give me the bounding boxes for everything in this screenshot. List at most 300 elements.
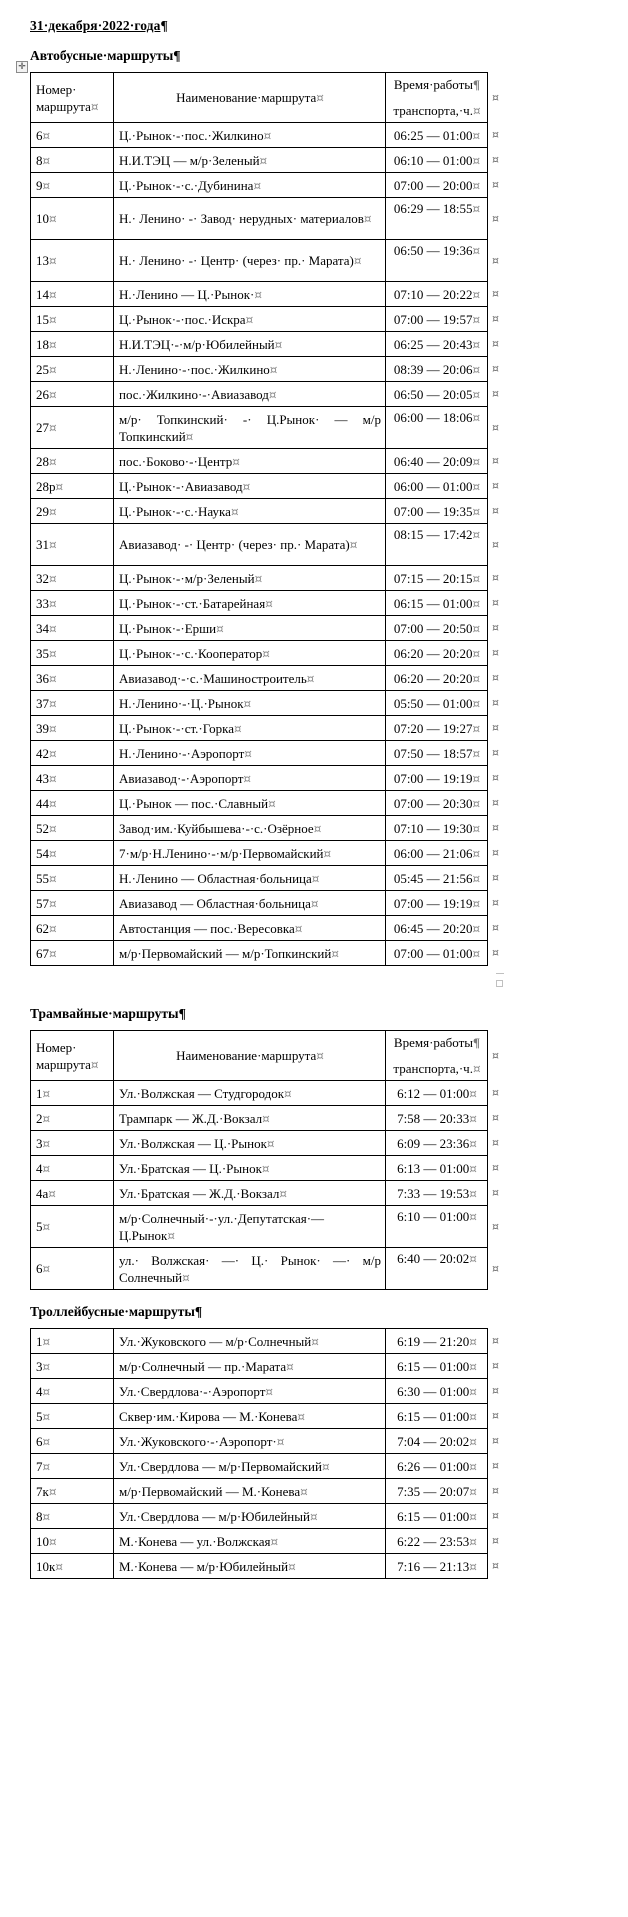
cell-end-mark: ¤ xyxy=(49,846,57,861)
cell-end-mark: ¤ xyxy=(363,212,372,226)
cell-end-mark: ¤ xyxy=(472,621,481,636)
cell-route-name xyxy=(114,666,386,691)
route-name-text: Трампарк — Ж.Д.·Вокзал xyxy=(119,1110,263,1126)
route-number-text: 5 xyxy=(36,1408,43,1424)
table-row[interactable] xyxy=(31,282,488,307)
table-row[interactable] xyxy=(31,1156,488,1181)
route-number-text: 4 xyxy=(36,1383,43,1399)
working-hours-text: 07:00 — 19:35 xyxy=(393,503,473,519)
table-wrapper-bus xyxy=(18,62,499,966)
cell-route-name xyxy=(114,1479,386,1504)
cell-end-mark: ¤ xyxy=(245,312,254,327)
cell-route-number xyxy=(31,1429,114,1454)
cell-end-mark: ¤ xyxy=(472,528,481,542)
working-hours-text: 6:30 — 01:00 xyxy=(397,1383,470,1399)
cell-end-mark: ¤ xyxy=(42,1334,51,1349)
route-name-text: м/р·Первомайский — м/р·Топкинский xyxy=(119,945,332,961)
table-row[interactable] xyxy=(31,1354,488,1379)
working-hours-text: 07:00 — 19:19 xyxy=(393,895,473,911)
cell-end-mark: ¤ xyxy=(90,1057,99,1072)
cell-working-hours xyxy=(386,449,488,474)
cell-end-mark: ¤ xyxy=(286,1359,294,1374)
cell-end-mark: ¤ xyxy=(469,1484,477,1499)
working-hours-text: 07:15 — 20:15 xyxy=(393,570,473,586)
route-name-text: пос.·Боково·-·Центр xyxy=(119,453,233,469)
table-row[interactable] xyxy=(31,1554,488,1579)
section-break-square-icon xyxy=(496,977,503,990)
table-move-handle-icon[interactable]: ✛ xyxy=(16,61,28,73)
cell-end-mark: ¤ xyxy=(472,596,481,611)
cell-end-mark: ¤ xyxy=(49,212,57,226)
cell-end-mark: ¤ xyxy=(349,538,358,552)
table-row[interactable] xyxy=(31,1181,488,1206)
cell-working-hours xyxy=(386,766,488,791)
route-name-text: Ц.·Рынок — пос.·Славный xyxy=(119,795,269,811)
cell-end-mark: ¤ xyxy=(49,946,57,961)
route-number-text: 43 xyxy=(36,770,49,786)
route-number-text: 13 xyxy=(36,253,49,268)
route-number-text: 34 xyxy=(36,620,49,636)
cell-end-mark: ¤ xyxy=(244,746,252,761)
cell-route-number xyxy=(31,1379,114,1404)
cell-route-name xyxy=(114,1354,386,1379)
route-number-text: 67 xyxy=(36,945,49,961)
cell-end-mark: ¤ xyxy=(472,178,481,193)
cell-route-number xyxy=(31,1081,114,1106)
cell-end-mark: ¤ xyxy=(472,362,481,377)
cell-working-hours xyxy=(386,499,488,524)
route-number-text: 62 xyxy=(36,920,49,936)
cell-end-mark: ¤ xyxy=(49,821,57,836)
working-hours-text: 7:04 — 20:02 xyxy=(397,1433,470,1449)
column-header-route-number xyxy=(31,1031,114,1081)
working-hours-text: 6:15 — 01:00 xyxy=(397,1508,470,1524)
route-number-text: 5 xyxy=(36,1219,43,1234)
cell-end-mark: ¤ xyxy=(49,746,57,761)
table-row[interactable] xyxy=(31,841,488,866)
route-name-text: Н.·Ленино — Областная·больница xyxy=(119,870,312,886)
cell-working-hours xyxy=(386,616,488,641)
table-row[interactable] xyxy=(31,591,488,616)
cell-route-number xyxy=(31,1329,114,1354)
working-hours-text: 08:39 — 20:06 xyxy=(393,361,473,377)
row-end-mark: ¤ xyxy=(492,362,499,375)
table-row[interactable] xyxy=(31,198,488,240)
cell-route-name xyxy=(114,1206,386,1248)
row-end-mark: ¤ xyxy=(492,153,499,166)
cell-route-name xyxy=(114,1429,386,1454)
route-number-text: 7к xyxy=(36,1483,49,1499)
pilcrow-mark: ¶ xyxy=(160,18,168,33)
cell-end-mark: ¤ xyxy=(49,671,57,686)
cell-route-number xyxy=(31,791,114,816)
cell-end-mark: ¤ xyxy=(49,796,57,811)
cell-end-mark: ¤ xyxy=(49,421,57,435)
cell-working-hours xyxy=(386,1529,488,1554)
section-title-text: Автобусные·маршруты xyxy=(30,48,174,63)
table-row[interactable] xyxy=(31,1529,488,1554)
cell-route-number xyxy=(31,449,114,474)
working-hours-text: 6:10 — 01:00 xyxy=(397,1209,470,1224)
cell-end-mark: ¤ xyxy=(331,946,339,961)
working-hours-text: 06:25 — 20:43 xyxy=(393,336,473,352)
cell-route-name xyxy=(114,1504,386,1529)
route-number-text: 33 xyxy=(36,595,49,611)
cell-route-number xyxy=(31,716,114,741)
column-header-route-number xyxy=(31,73,114,123)
table-row[interactable] xyxy=(31,641,488,666)
route-name-text: Ц.·Рынок·-·ст.·Батарейная xyxy=(119,595,266,611)
cell-end-mark: ¤ xyxy=(469,1559,477,1574)
cell-end-mark: ¤ xyxy=(49,287,57,302)
table-row[interactable] xyxy=(31,916,488,941)
row-end-mark: ¤ xyxy=(492,1086,499,1099)
cell-route-number xyxy=(31,1404,114,1429)
cell-route-number xyxy=(31,332,114,357)
route-number-text: 10 xyxy=(36,211,49,226)
route-number-text: 18 xyxy=(36,336,49,352)
column-header-route-name xyxy=(114,1031,386,1081)
route-number-text: 6 xyxy=(36,1261,43,1276)
cell-end-mark: ¤ xyxy=(300,1484,308,1499)
table-row[interactable] xyxy=(31,332,488,357)
cell-end-mark: ¤ xyxy=(472,871,481,886)
working-hours-text: 07:00 — 19:57 xyxy=(393,311,473,327)
cell-route-number xyxy=(31,866,114,891)
cell-route-number xyxy=(31,1131,114,1156)
cell-end-mark: ¤ xyxy=(254,287,263,302)
cell-end-mark: ¤ xyxy=(42,128,51,143)
table-row[interactable] xyxy=(31,791,488,816)
table-row[interactable] xyxy=(31,1379,488,1404)
column-header-working-hours xyxy=(386,1031,488,1081)
route-number-text: 42 xyxy=(36,745,49,761)
cell-end-mark: ¤ xyxy=(230,504,239,519)
route-number-text: 4а xyxy=(36,1185,49,1201)
route-name-text: м/р· Топкинский· -· Ц.Рынок· — м/р Топкинский xyxy=(119,411,381,444)
cell-route-number xyxy=(31,1354,114,1379)
row-end-mark: ¤ xyxy=(492,1459,499,1472)
section-title-text: Троллейбусные·маршруты xyxy=(30,1304,195,1319)
table-row[interactable] xyxy=(31,173,488,198)
cell-end-mark: ¤ xyxy=(284,1086,292,1101)
cell-end-mark: ¤ xyxy=(472,696,481,711)
column-header-working-hours-line2: транспорта,·ч.¤ xyxy=(393,1061,481,1076)
route-name-text: Сквер·им.·Кирова — М.·Конева xyxy=(119,1408,298,1424)
cell-end-mark: ¤ xyxy=(269,362,278,377)
cell-route-number xyxy=(31,198,114,240)
row-end-mark: ¤ xyxy=(492,420,499,434)
route-number-text: 4 xyxy=(36,1160,43,1176)
route-number-text: 39 xyxy=(36,720,49,736)
route-number-text: 15 xyxy=(36,311,49,327)
working-hours-text: 06:50 — 20:05 xyxy=(393,386,473,402)
route-number-text: 8 xyxy=(36,1508,43,1524)
working-hours-text: 07:00 — 20:30 xyxy=(393,795,473,811)
pilcrow-mark: ¶ xyxy=(194,1304,203,1319)
working-hours-text: 6:40 — 20:02 xyxy=(397,1251,470,1266)
cell-working-hours xyxy=(386,1429,488,1454)
table-row[interactable] xyxy=(31,1404,488,1429)
cell-end-mark: ¤ xyxy=(261,1161,270,1176)
cell-end-mark: ¤ xyxy=(472,104,481,118)
table-row[interactable] xyxy=(31,941,488,966)
cell-end-mark: ¤ xyxy=(49,504,57,519)
working-hours-text: 6:09 — 23:36 xyxy=(397,1135,470,1151)
table-row[interactable] xyxy=(31,1081,488,1106)
cell-end-mark: ¤ xyxy=(42,1409,51,1424)
working-hours-text: 6:15 — 01:00 xyxy=(397,1358,470,1374)
cell-end-mark: ¤ xyxy=(469,1161,477,1176)
cell-route-number xyxy=(31,307,114,332)
cell-end-mark: ¤ xyxy=(472,504,481,519)
table-row[interactable] xyxy=(31,716,488,741)
cell-end-mark: ¤ xyxy=(49,454,57,469)
row-end-mark: ¤ xyxy=(492,1509,499,1522)
cell-working-hours xyxy=(386,916,488,941)
route-name-text: Ц.·Рынок·-·Ерши xyxy=(119,620,217,636)
cell-route-number xyxy=(31,1479,114,1504)
cell-end-mark: ¤ xyxy=(279,1186,287,1201)
cell-end-mark: ¤ xyxy=(469,1111,477,1126)
cell-end-mark: ¤ xyxy=(232,454,240,469)
cell-working-hours xyxy=(386,524,488,566)
table-row[interactable] xyxy=(31,866,488,891)
table-row[interactable] xyxy=(31,307,488,332)
cell-end-mark: ¤ xyxy=(316,1049,324,1063)
cell-route-name xyxy=(114,282,386,307)
working-hours-text: 06:50 — 19:36 xyxy=(393,243,473,258)
cell-route-name xyxy=(114,1329,386,1354)
cell-end-mark: ¤ xyxy=(472,796,481,811)
cell-working-hours xyxy=(386,173,488,198)
table-row[interactable] xyxy=(31,1106,488,1131)
cell-route-name xyxy=(114,449,386,474)
table-row[interactable] xyxy=(31,1454,488,1479)
cell-working-hours xyxy=(386,1379,488,1404)
cell-end-mark: ¤ xyxy=(265,596,273,611)
cell-route-number xyxy=(31,173,114,198)
cell-end-mark: ¤ xyxy=(469,1359,477,1374)
cell-end-mark: ¤ xyxy=(472,771,481,786)
route-number-text: 52 xyxy=(36,820,49,836)
row-end-mark: ¤ xyxy=(492,387,499,400)
cell-end-mark: ¤ xyxy=(311,1334,319,1349)
table-row[interactable] xyxy=(31,891,488,916)
cell-working-hours xyxy=(386,866,488,891)
cell-route-number xyxy=(31,282,114,307)
cell-end-mark: ¤ xyxy=(472,454,481,469)
cell-end-mark: ¤ xyxy=(49,571,57,586)
table-row[interactable] xyxy=(31,499,488,524)
working-hours-text: 06:29 — 18:55 xyxy=(393,201,473,216)
route-name-text: Ц.·Рынок·-·м/р·Зеленый xyxy=(119,570,255,586)
cell-working-hours xyxy=(386,566,488,591)
cell-route-name xyxy=(114,499,386,524)
cell-route-name xyxy=(114,566,386,591)
cell-route-name xyxy=(114,1529,386,1554)
cell-end-mark: ¤ xyxy=(472,846,481,861)
cell-working-hours xyxy=(386,1081,488,1106)
cell-working-hours xyxy=(386,1354,488,1379)
row-end-mark: ¤ xyxy=(492,921,499,934)
table-wrapper-tram xyxy=(30,1030,499,1290)
working-hours-text: 07:10 — 19:30 xyxy=(393,820,473,836)
row-end-mark: ¤ xyxy=(492,571,499,584)
table-row[interactable] xyxy=(31,1248,488,1290)
cell-route-name xyxy=(114,1454,386,1479)
table-row[interactable] xyxy=(31,1429,488,1454)
cell-route-name xyxy=(114,524,386,566)
route-name-text: м/р·Солнечный — пр.·Марата xyxy=(119,1358,287,1374)
cell-end-mark: ¤ xyxy=(472,571,481,586)
column-header-route-number-line2: маршрута¤ xyxy=(36,1056,99,1072)
row-end-mark: ¤ xyxy=(492,1219,499,1233)
cell-end-mark: ¤ xyxy=(167,1228,176,1243)
working-hours-text: 6:26 — 01:00 xyxy=(397,1458,470,1474)
route-name-text: Ул.·Волжская — Ц.·Рынок xyxy=(119,1135,267,1151)
route-number-text: 27 xyxy=(36,420,49,435)
table-row[interactable] xyxy=(31,474,488,499)
cell-end-mark: ¤ xyxy=(49,254,57,268)
route-name-text: Авиазавод· -· Центр· (через· пр.· Марата) xyxy=(119,537,350,552)
cell-end-mark: ¤ xyxy=(49,921,57,936)
cell-working-hours xyxy=(386,1454,488,1479)
cell-route-name xyxy=(114,148,386,173)
table-row[interactable] xyxy=(31,741,488,766)
working-hours-text: 06:25 — 01:00 xyxy=(393,127,473,143)
cell-end-mark: ¤ xyxy=(48,1484,57,1499)
cell-end-mark: ¤ xyxy=(472,287,481,302)
cell-working-hours xyxy=(386,357,488,382)
table-row[interactable] xyxy=(31,566,488,591)
cell-end-mark: ¤ xyxy=(254,571,263,586)
cell-route-number xyxy=(31,1206,114,1248)
table-row[interactable] xyxy=(31,1479,488,1504)
table-row[interactable] xyxy=(31,123,488,148)
table-row[interactable] xyxy=(31,148,488,173)
cell-end-mark: ¤ xyxy=(49,721,57,736)
table-row[interactable] xyxy=(31,616,488,641)
row-end-mark: ¤ xyxy=(492,1384,499,1397)
table-row[interactable] xyxy=(31,1329,488,1354)
row-end-mark: ¤ xyxy=(492,621,499,634)
route-name-text: Ул.·Свердлова·-·Аэропорт xyxy=(119,1383,266,1399)
route-name-text: Ц.·Рынок·-·с.·Наука xyxy=(119,503,231,519)
route-number-text: 6 xyxy=(36,1433,43,1449)
cell-working-hours xyxy=(386,1504,488,1529)
cell-route-number xyxy=(31,741,114,766)
cell-working-hours xyxy=(386,240,488,282)
cell-end-mark: ¤ xyxy=(472,244,481,258)
cell-route-name xyxy=(114,357,386,382)
table-row[interactable] xyxy=(31,1206,488,1248)
table-row[interactable] xyxy=(31,691,488,716)
working-hours-text: 6:13 — 01:00 xyxy=(397,1160,470,1176)
cell-end-mark: ¤ xyxy=(469,1136,477,1151)
row-end-mark: ¤ xyxy=(492,479,499,492)
table-row[interactable] xyxy=(31,357,488,382)
cell-end-mark: ¤ xyxy=(262,1111,270,1126)
cell-route-number xyxy=(31,941,114,966)
section-title-trolley xyxy=(30,1304,628,1320)
route-number-text: 1 xyxy=(36,1085,43,1101)
cell-route-number xyxy=(31,240,114,282)
cell-end-mark: ¤ xyxy=(42,1161,51,1176)
table-row[interactable] xyxy=(31,816,488,841)
cell-working-hours xyxy=(386,816,488,841)
cell-end-mark: ¤ xyxy=(42,1384,51,1399)
cell-end-mark: ¤ xyxy=(242,479,251,494)
cell-working-hours xyxy=(386,1156,488,1181)
table-row[interactable] xyxy=(31,524,488,566)
working-hours-text: 06:20 — 20:20 xyxy=(393,645,473,661)
cell-route-number xyxy=(31,148,114,173)
cell-route-name xyxy=(114,474,386,499)
cell-end-mark: ¤ xyxy=(268,796,276,811)
route-name-text: Авиазавод·-·с.·Машиностроитель xyxy=(119,670,307,686)
routes-table-trolley xyxy=(30,1328,488,1579)
cell-end-mark: ¤ xyxy=(55,1559,63,1574)
cell-end-mark: ¤ xyxy=(472,896,481,911)
route-number-text: 35 xyxy=(36,645,49,661)
route-name-text: Ц.·Рынок·-·ст.·Горка xyxy=(119,720,235,736)
cell-end-mark: ¤ xyxy=(243,696,252,711)
cell-end-mark: ¤ xyxy=(472,746,481,761)
cell-route-number xyxy=(31,1106,114,1131)
cell-working-hours xyxy=(386,841,488,866)
cell-end-mark: ¤ xyxy=(306,671,315,686)
route-name-text: Ул.·Волжская — Студгородок xyxy=(119,1085,285,1101)
row-end-mark: ¤ xyxy=(492,178,499,191)
cell-end-mark: ¤ xyxy=(49,646,57,661)
cell-route-number xyxy=(31,1554,114,1579)
route-name-text: Ул.·Жуковского·-·Аэропорт· xyxy=(119,1433,277,1449)
cell-working-hours xyxy=(386,591,488,616)
working-hours-text: 06:00 — 18:06 xyxy=(393,410,473,425)
table-row[interactable] xyxy=(31,1131,488,1156)
cell-route-number xyxy=(31,357,114,382)
cell-route-name xyxy=(114,123,386,148)
route-name-text: Ц.·Рынок·-·пос.·Жилкино xyxy=(119,127,264,143)
cell-route-number xyxy=(31,407,114,449)
table-row[interactable] xyxy=(31,382,488,407)
cell-working-hours xyxy=(386,716,488,741)
cell-end-mark: ¤ xyxy=(472,921,481,936)
cell-route-number xyxy=(31,1529,114,1554)
cell-end-mark: ¤ xyxy=(469,1534,477,1549)
table-row[interactable] xyxy=(31,666,488,691)
row-end-mark: ¤ xyxy=(492,287,499,300)
cell-route-number xyxy=(31,816,114,841)
table-row[interactable] xyxy=(31,1504,488,1529)
table-row[interactable] xyxy=(31,449,488,474)
cell-route-number xyxy=(31,841,114,866)
cell-end-mark: ¤ xyxy=(472,671,481,686)
route-number-text: 25 xyxy=(36,361,49,377)
cell-route-number xyxy=(31,591,114,616)
table-row[interactable] xyxy=(31,240,488,282)
table-row[interactable] xyxy=(31,407,488,449)
route-number-text: 3 xyxy=(36,1135,43,1151)
cell-end-mark: ¤ xyxy=(321,1459,330,1474)
cell-working-hours xyxy=(386,1106,488,1131)
route-name-text: пос.·Жилкино·-·Авиазавод xyxy=(119,386,269,402)
row-end-mark: ¤ xyxy=(492,871,499,884)
table-row[interactable] xyxy=(31,766,488,791)
cell-end-mark: ¤ xyxy=(472,312,481,327)
cell-end-mark: ¤ xyxy=(270,1534,279,1549)
